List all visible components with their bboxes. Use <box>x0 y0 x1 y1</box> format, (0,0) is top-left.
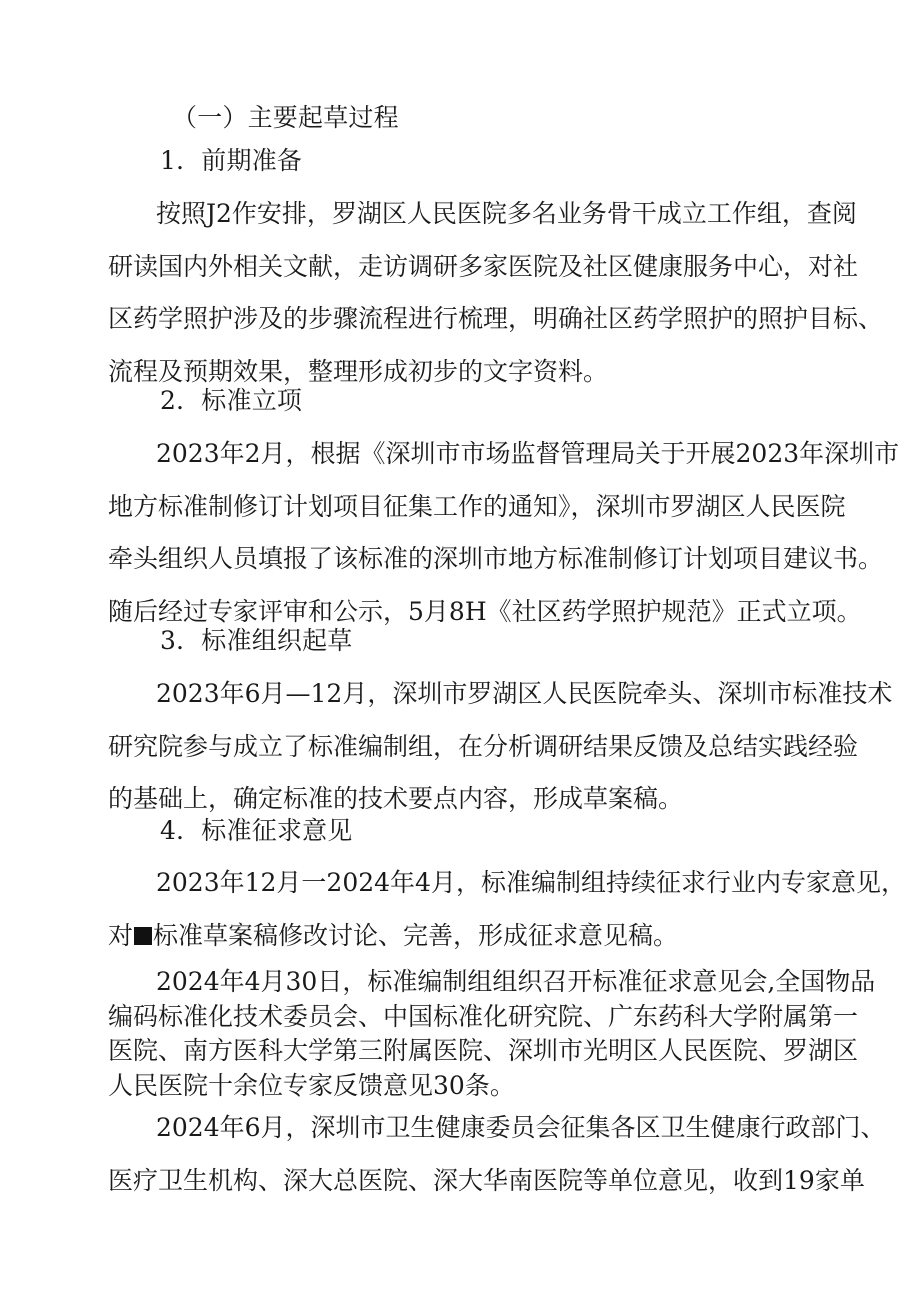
s4-line: 医院、南方医科大学第三附属医院、深圳市光明区人民医院、罗湖区 <box>108 1036 859 1065</box>
s4-line-part: 标准草案稿修改讨论、完善，形成征求意见稿。 <box>153 920 679 950</box>
section-heading: （一）主要起草过程 <box>172 103 399 132</box>
s4-title: 4．标准征求意见 <box>160 816 353 845</box>
s2-title: 2．标准立项 <box>160 386 303 415</box>
s4-line: 编码标准化技术委员会、中国标准化研究院、广东药科大学附属第一 <box>108 1001 859 1031</box>
s2-line: 地方标准制修订计划项目征集工作的通知》，深圳市罗湖区人民医院 <box>108 491 846 521</box>
s4-line: 医疗卫生机构、深大总医院、深大华南医院等单位意见，收到19家单 <box>108 1165 865 1195</box>
s3-title: 3．标准组织起草 <box>160 626 353 655</box>
s2-paragraph <box>108 428 899 638</box>
s4-line: 2024年4月30日，标准编制组组织召开标准征求意见会,全国物品 <box>156 967 876 996</box>
s2-line: 随后经过专家评审和公示，5月8H《社区药学照护规范》正式立项。 <box>108 596 862 626</box>
s1-line: 按照J2作安排，罗湖区人民医院多名业务骨干成立工作组，查阅 <box>156 199 857 228</box>
s4-line <box>108 910 906 963</box>
s1-paragraph <box>108 188 883 398</box>
s1-line: 区药学照护涉及的步骤流程进行梳理，明确社区药学照护的照护目标、 <box>108 304 884 334</box>
s4-line: 人民医院十余位专家反馈意见30条。 <box>108 1070 515 1100</box>
s4-paragraph-3 <box>108 1102 886 1207</box>
s3-line: 研究院参与成立了标准编制组，在分析调研结果反馈及总结实践经验 <box>108 731 859 761</box>
s4-line-part: 对 <box>108 920 134 950</box>
s4-line: 2023年12月一2024年4月，标准编制组持续征求行业内专家意见， <box>156 868 906 897</box>
s1-line: 研读国内外相关文献，走访调研多家医院及社区健康服务中心，对社 <box>108 251 859 281</box>
s1-title: 1．前期准备 <box>160 146 303 175</box>
s4-paragraph-2 <box>108 965 875 1103</box>
s2-line: 牵头组织人员填报了该标准的深圳市地方标准制修订计划项目建议书。 <box>108 544 884 574</box>
black-square-icon <box>134 927 152 945</box>
s3-line: 2023年6月—12月，深圳市罗湖区人民医院牵头、深圳市标准技术 <box>156 679 893 708</box>
s4-paragraph-1 <box>108 857 906 962</box>
s3-paragraph <box>108 668 892 826</box>
s1-line: 流程及预期效果，整理形成初步的文字资料。 <box>108 356 609 386</box>
s3-line: 的基础上，确定标准的技术要点内容，形成草案稿。 <box>108 784 684 814</box>
s2-line: 2023年2月，根据《深圳市市场监督管理局关于开展2023年深圳市 <box>156 439 900 468</box>
s4-line: 2024年6月，深圳市卫生健康委员会征集各区卫生健康行政部门、 <box>156 1113 886 1142</box>
